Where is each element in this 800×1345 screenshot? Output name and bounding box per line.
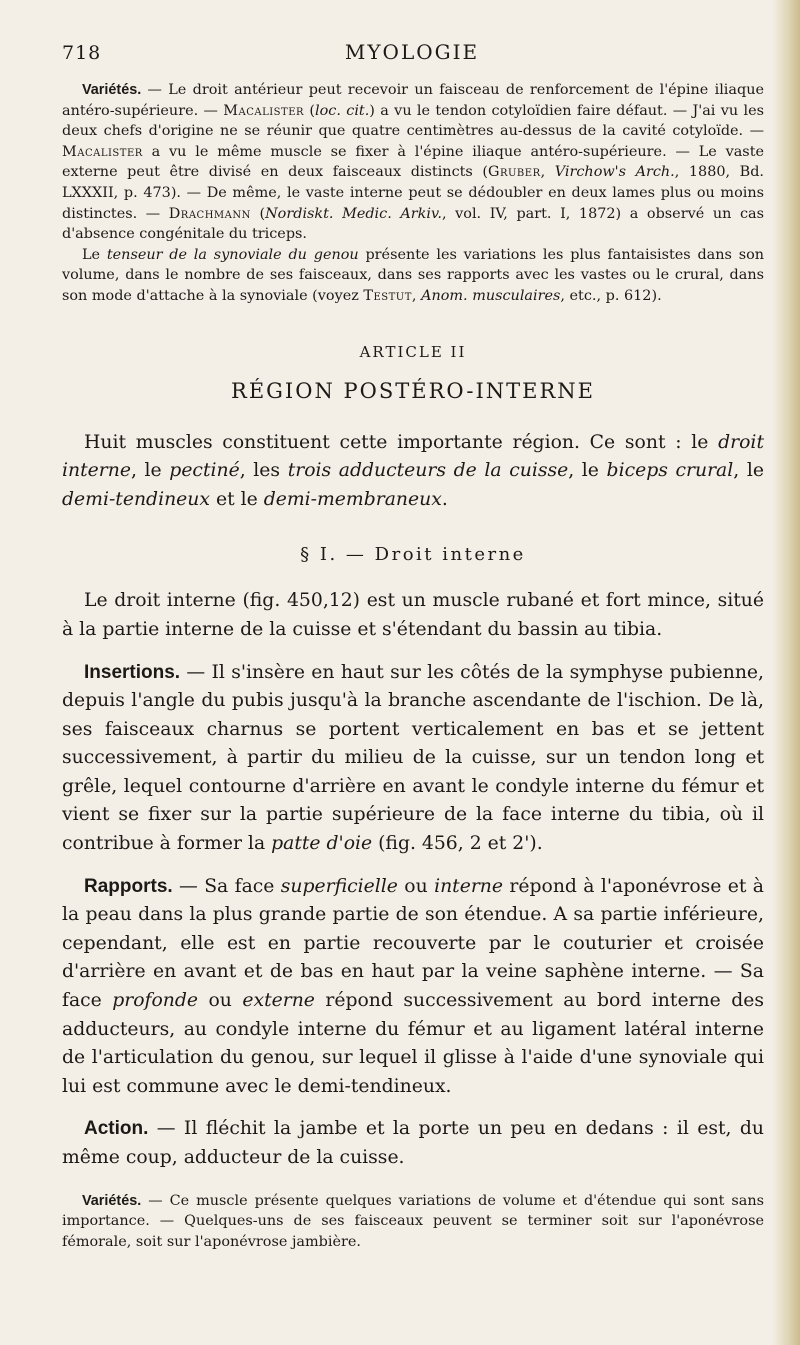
citation: Anom. musculaires xyxy=(421,287,561,304)
author-name: Testut xyxy=(363,287,412,304)
text: présente les variations les plus fantaisistes dans son volume, dans le nombre de ses faisceaux, dans ses rapports avec les vastes ou le crural, dans son mode d'attache à la synoviale (voyez xyxy=(62,246,765,304)
page-header xyxy=(62,38,762,68)
tenseur-paragraph xyxy=(62,245,764,307)
term: interne xyxy=(434,875,504,897)
page-content xyxy=(62,80,764,1252)
muscle-name: demi-tendineux xyxy=(62,488,210,510)
section-heading: § I. — Droit interne xyxy=(300,544,526,566)
citation: loc. cit. xyxy=(315,102,370,119)
text: , le xyxy=(568,460,607,482)
text: Le xyxy=(82,246,107,263)
varietes-paragraph-1 xyxy=(62,80,764,245)
text: , le xyxy=(130,460,170,482)
text: — Le droit antérieur peut recevoir un faisceau de renforcement de l'épine iliaque antéro-supérieure. — xyxy=(62,82,764,119)
text: , etc., p. 612). xyxy=(560,287,662,304)
page-edge-shadow xyxy=(772,0,800,1345)
rapports-lead: Rapports. xyxy=(84,875,173,897)
text: et le xyxy=(210,488,264,510)
text: ) a vu le tendon cotyloïdien faire défaut. — J'ai vu les deux chefs d'origine ne se réunir que quatre centimètres au-dessus de la cavité cotyloïde. — xyxy=(62,102,764,140)
text: , vol. IV, part. I, 1872) a observé un cas d'absence congénitale du triceps. xyxy=(62,205,764,243)
text: ou xyxy=(198,990,243,1012)
term: externe xyxy=(242,990,315,1012)
text: ou xyxy=(397,875,435,897)
muscle-name: droit interne xyxy=(62,431,764,482)
text: ( xyxy=(250,205,266,222)
author-name: Drachmann xyxy=(168,205,251,222)
insertions-lead: Insertions. xyxy=(84,661,181,683)
rapports-paragraph xyxy=(62,873,764,1102)
intro-paragraph xyxy=(62,429,764,515)
running-head: MYOLOGIE xyxy=(344,40,480,64)
varietes-lead: Variétés. xyxy=(82,82,142,98)
term: superficielle xyxy=(280,875,398,897)
text: , xyxy=(411,287,422,304)
text: , les xyxy=(239,460,288,482)
text: répond successivement au bord interne des adducteurs, au condyle interne du fémur et au ligament latéral interne de l'articulation du genou, sur lequel il glisse à l'aide d'une synoviale qui lui est commune avec le demi-tendineux. xyxy=(62,990,764,1097)
region-title: RÉGION POSTÉRO-INTERNE xyxy=(231,378,595,403)
text: (fig. 456, 2 et 2'). xyxy=(372,833,543,855)
action-paragraph xyxy=(62,1115,764,1172)
term: tenseur de la synoviale du genou xyxy=(106,246,359,263)
text: , le xyxy=(733,460,764,482)
author-name: Macalister xyxy=(223,102,305,119)
muscle-name: pectiné xyxy=(169,460,240,482)
text: , xyxy=(540,164,555,181)
text: — Il s'insère en haut sur les côtés de la symphyse pubienne, depuis l'angle du pubis jusqu'à la branche ascendante de l'ischion. De là, ses faisceaux charnus se portent verticalement en bas et se jettent successivement, à partir du milieu de la cuisse, sur un tendon long et grêle, lequel contourne d'arrière en avant le condyle interne du fémur et vient se fixer sur la partie supérieure de la face interne du tibia, où il contribue à former la xyxy=(62,661,764,855)
text: . xyxy=(441,488,448,510)
muscle-name: biceps crural xyxy=(606,460,734,482)
citation: Virchow's Arch. xyxy=(554,164,675,181)
term: patte d'oie xyxy=(271,833,373,855)
author-name: Gruber xyxy=(487,164,541,181)
text: , 1880, Bd. LXXXII, p. 473). — De même, le vaste interne peut se dédoubler en deux lames plus ou moins distinctes. — xyxy=(62,164,764,222)
citation: Nordiskt. Medic. Arkiv. xyxy=(265,205,442,222)
definition-paragraph: Le droit interne (fig. 450,12) est un muscle rubané et fort mince, situé à la partie interne de la cuisse et s'étendant du bassin au tibia. xyxy=(62,590,764,640)
text: — Ce muscle présente quelques variations de volume et d'étendue qui sont sans importance. — Quelques-uns de ses faisceaux peuvent se terminer soit sur l'aponévrose fémorale, soit sur l'aponévrose jambière. xyxy=(62,1192,764,1250)
text: ( xyxy=(304,102,316,119)
text: — Il fléchit la jambe et la porte un peu en dedans : il est, du même coup, adducteur de la cuisse. xyxy=(62,1118,764,1168)
text: — Sa face xyxy=(172,875,281,897)
text: a vu le même muscle se fixer à l'épine iliaque antéro-supérieure. — Le vaste externe peut être divisé en deux faisceaux distincts ( xyxy=(62,143,764,181)
article-label: ARTICLE II xyxy=(359,342,467,361)
muscle-name: trois adducteurs de la cuisse xyxy=(287,460,569,482)
page-number: 718 xyxy=(62,42,102,64)
text: Huit muscles constituent cette importante région. Ce sont : le xyxy=(84,431,719,453)
varietes-paragraph-2 xyxy=(62,1191,764,1253)
term: profonde xyxy=(112,990,199,1012)
varietes-lead: Variétés. xyxy=(82,1192,142,1209)
action-lead: Action. xyxy=(84,1118,149,1140)
insertions-paragraph xyxy=(62,659,764,859)
muscle-name: demi-membraneux xyxy=(263,488,442,510)
text: répond à l'aponévrose et à la peau dans la plus grande partie de son étendue. A sa partie inférieure, cependant, elle est en partie recouverte par le couturier et croisée d'arrière en avant et de bas en haut par la veine saphène interne. — Sa face xyxy=(62,875,764,1012)
author-name: Macalister xyxy=(62,143,143,160)
